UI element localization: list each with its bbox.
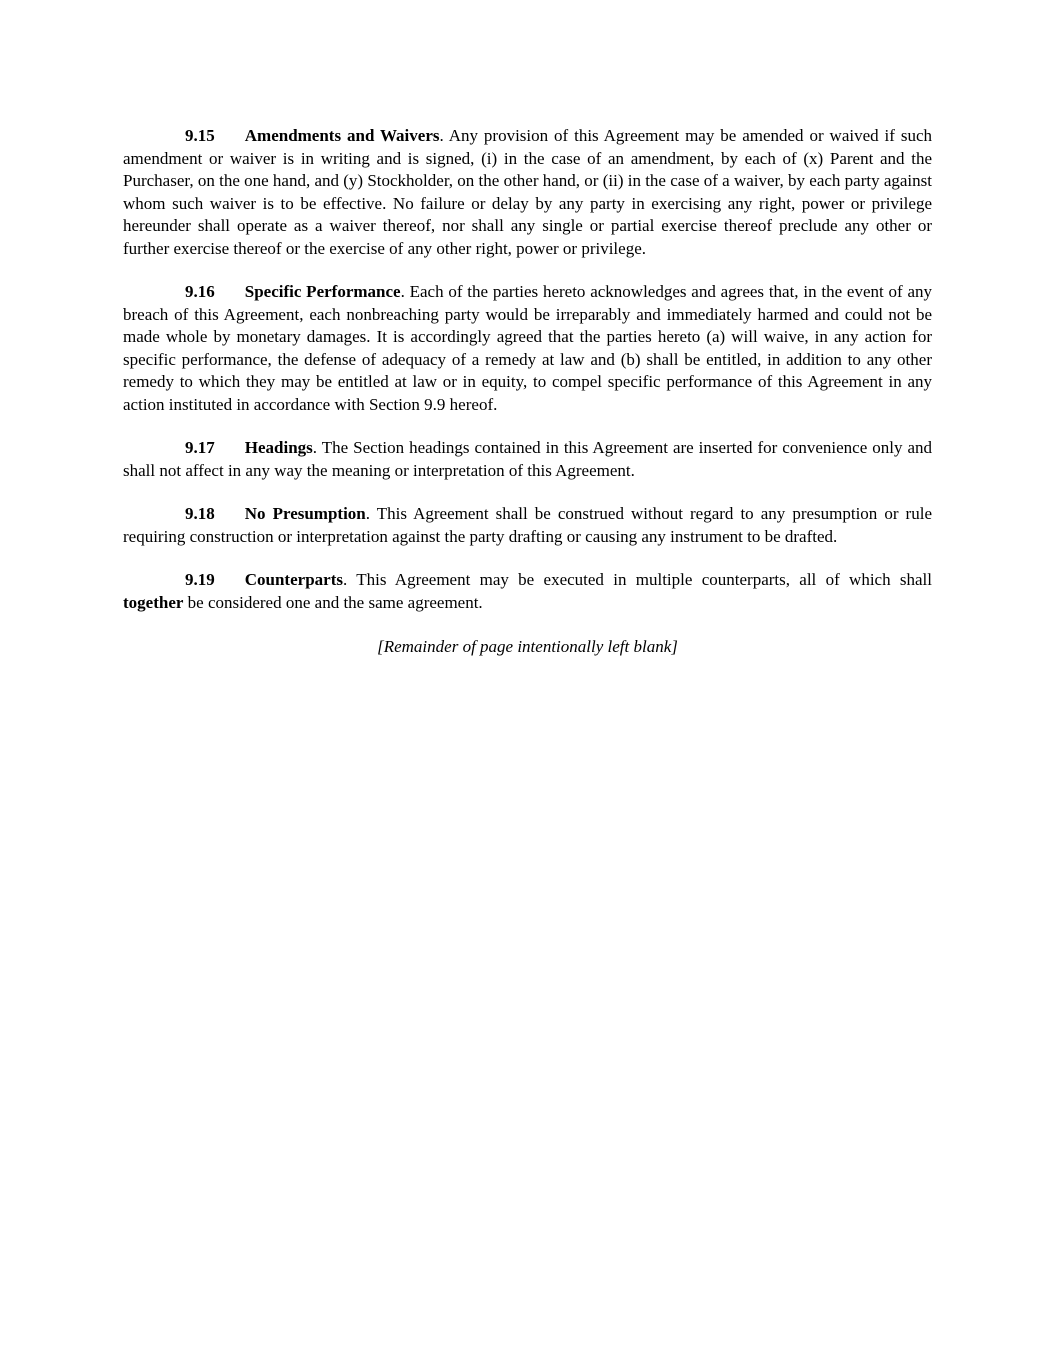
section-body-text: . The Section headings contained in this Agreement are inserted for convenience only and shall not affect in any way the meaning or interpretation of this Agreement.	[123, 438, 932, 480]
section-paragraph-9.16	[123, 281, 932, 416]
section-body-text: . Each of the parties hereto acknowledges and agrees that, in the event of any breach of this Agreement, each nonbreaching party would be irreparably and immediately harmed and could not be made whole by monetary damages. It is accordingly agreed that the parties hereto (a) will waive, in any action for specific performance, the defense of adequacy of a remedy at law and (b) shall be entitled, in addition to any other remedy to which they may be entitled at law or in equity, to compel specific performance of this Agreement in any action instituted in accordance with Section 9.9 hereof.	[123, 282, 932, 414]
section-heading: No Presumption	[244, 504, 366, 523]
section-body-text: . Any provision of this Agreement may be amended or waived if such amendment or waiver is in writing and is signed, (i) in the case of an amendment, by each of (x) Parent and the Purchaser, on the one hand, and (y) Stockholder, on the other hand, or (ii) in the case of a waiver, by each party against whom such waiver is to be effective. No failure or delay by any party in exercising any right, power or privilege hereunder shall operate as a waiver thereof, nor shall any single or partial exercise thereof preclude any other or further exercise thereof or the exercise of any other right, power or privilege.	[123, 126, 932, 258]
section-heading: Amendments and Waivers	[244, 126, 440, 145]
section-number: 9.19	[185, 570, 215, 589]
section-number: 9.18	[185, 504, 215, 523]
section-heading: Counterparts	[244, 570, 343, 589]
section-paragraph-9.17	[123, 437, 932, 482]
section-paragraph-9.18	[123, 503, 932, 548]
section-number: 9.15	[185, 126, 215, 145]
remainder-note: [Remainder of page intentionally left blank]	[377, 637, 678, 656]
section-heading: Specific Performance	[244, 282, 401, 301]
document-body	[123, 125, 932, 614]
section-body-text: be considered one and the same agreement.	[183, 592, 483, 612]
section-paragraph-9.19	[123, 569, 932, 614]
section-body-bold-word: together	[123, 592, 184, 612]
section-number: 9.17	[185, 438, 215, 457]
section-body-text: . This Agreement may be executed in multiple counterparts, all of which shall	[342, 570, 932, 589]
section-paragraph-9.15	[123, 125, 932, 260]
section-number: 9.16	[185, 282, 215, 301]
section-body-text: . This Agreement shall be construed without regard to any presumption or rule requiring construction or interpretation against the party drafting or causing any instrument to be drafted.	[123, 504, 932, 546]
section-heading: Headings	[244, 438, 313, 457]
